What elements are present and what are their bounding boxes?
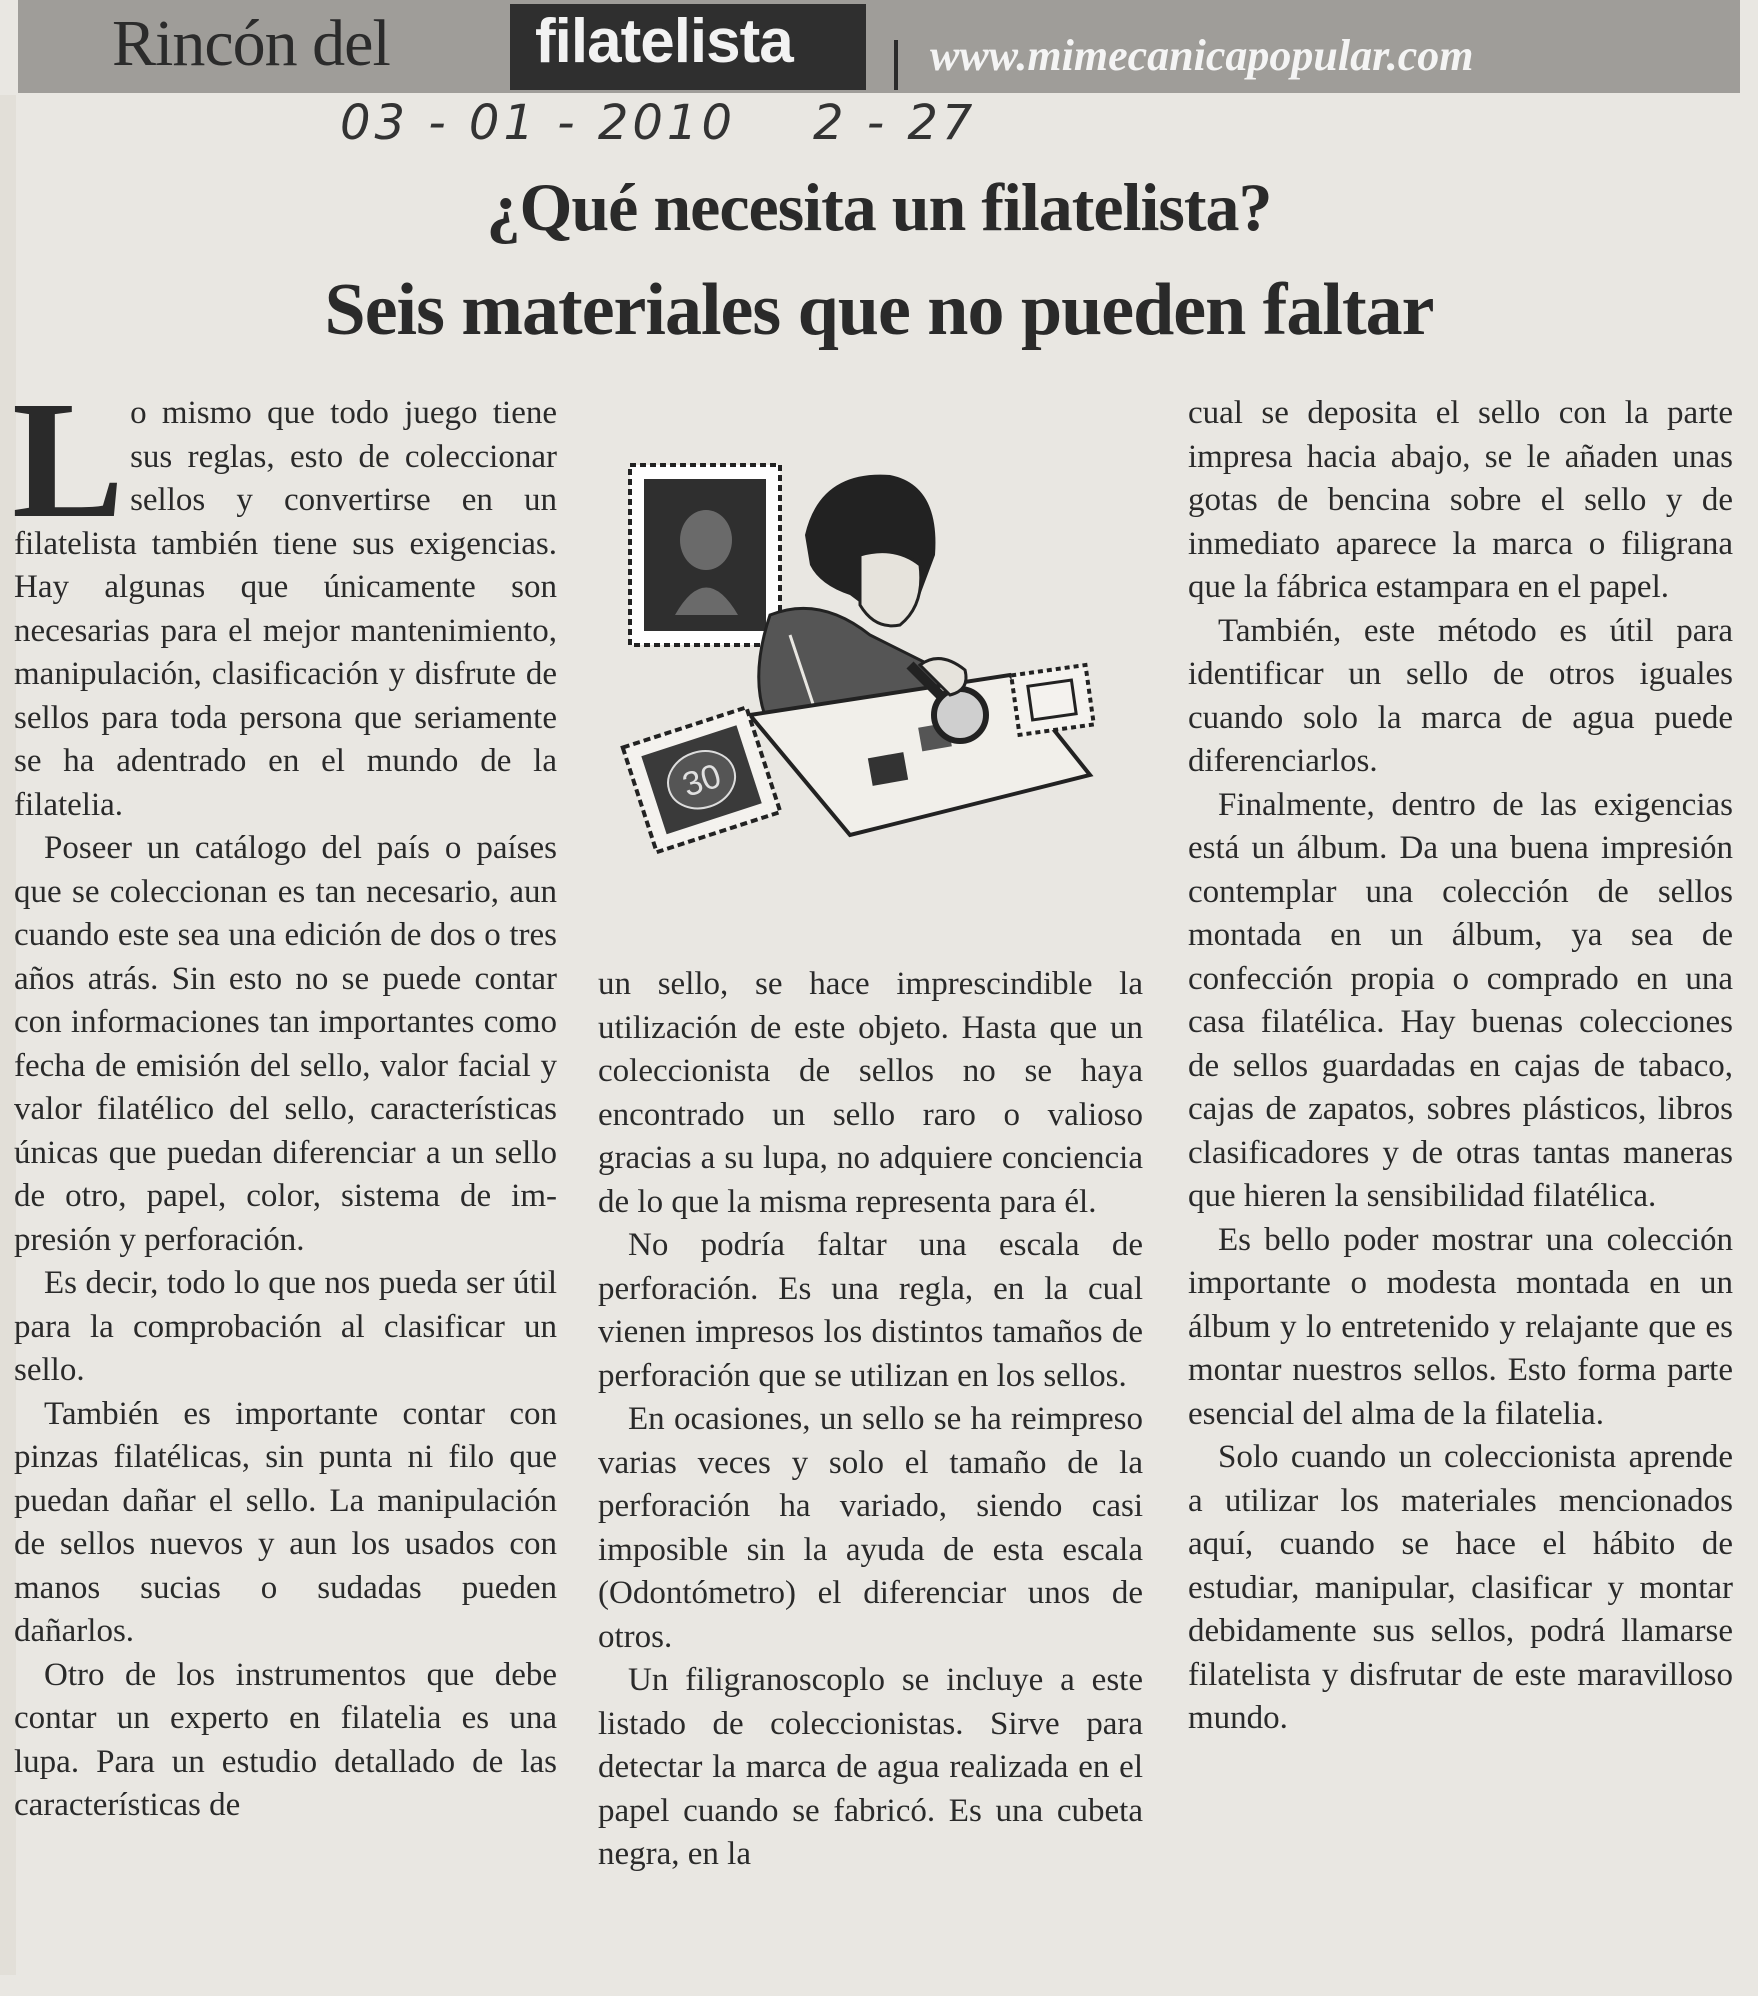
stamp-value: 30 [677, 756, 726, 805]
article-paragraph: Es decir, todo lo que nos pueda ser útil para la comprobación al clasificar un sello. [14, 1265, 557, 1388]
drop-cap: L [12, 367, 125, 553]
portrait-head [680, 510, 732, 570]
article-paragraph: También es importante contar con pinzas filatélicas, sin punta ni filo que puedan dañar el sello. La manipulación de sellos nuevos y aun los usados con manos sucias o sudadas pueden dañarlos. [14, 1395, 557, 1649]
article-paragraph: Otro de los instrumentos que debe contar un experto en filatelia es una lupa. Para un estudio detallado de las características de [14, 1656, 557, 1823]
article-paragraph: Es bello poder mostrar una colección importante o modesta montada en un álbum y lo entretenido y relajante que es montar nuestros sellos. Esto forma parte esencial del alma de la filatelia. [1188, 1221, 1733, 1432]
magnifying-glass-lens [934, 689, 986, 741]
headline: ¿Qué necesita un filatelista? [486, 169, 1272, 245]
article-paragraph: cual se deposita el sello con la parte impresa hacia abajo, se le añaden unas gotas de bencina sobre el sello y de inmediato aparece la marca o filigrana que la fábrica estampara en el papel. [1188, 395, 1733, 605]
article-column-3 [1188, 392, 1733, 1992]
article-column-1 [12, 367, 557, 1992]
handwritten-date-note: 03 - 01 - 2010 2 - 27 [340, 95, 977, 151]
article-paragraph: No podría faltar una escala de perforación. Es una regla, en la cual vienen impresos los distintos tamaños de perforación que se utilizan en los sellos. [598, 1227, 1143, 1394]
article-paragraph: Lo mismo que todo juego tiene sus reglas, esto de coleccionar sellos y convertirse en un filatelista también tiene sus exigencias. Hay algunas que únicamente son necesarias para el mejor mantenimiento, manipulación, clasificación y disfrute de sellos para toda persona que seriamente se ha adentrado en el mundo de la filatelia. [12, 367, 557, 823]
article-paragraph: Solo cuando un coleccionista aprende a utilizar los materiales mencionados aquí, cuando se hace el hábito de estudiar, manipular, clasificar y montar debidamente sus sellos, podrá llamarse filatelista y disfrutar de este maravilloso mundo. [1188, 1439, 1733, 1736]
article-paragraph: Un filigranoscoplo se incluye a este listado de coleccionistas. Sirve para detectar la marca de agua realizada en el papel cuando se fabricó. Es una cubeta negra, en la [598, 1662, 1143, 1872]
article-paragraph: un sello, se hace imprescindible la utilización de este objeto. Hasta que un coleccionista de sellos no se haya encontrado un sello raro o valioso gracias a su lupa, no adquiere conciencia de lo que la misma representa para él. [598, 966, 1143, 1220]
header-divider [894, 40, 898, 90]
article-paragraph: Finalmente, dentro de las exigencias está un álbum. Da una buena impresión contemplar una colección de sellos montada en un álbum, ya sea de confección propia o comprado en una casa filatélica. Hay buenas colecciones de sellos guardadas en cajas de tabaco, cajas de zapatos, sobres plásticos, libros clasificadores y de otras tantas maneras que hieren la sensibilidad filatélica. [1188, 786, 1733, 1214]
website-url: www.mimecanicapopular.com [930, 31, 1474, 80]
article-paragraph: Poseer un catálogo del país o países que se coleccionan es tan necesario, aun cuando este sea una edición de dos o tres años atrás. Sin esto no se puede contar con informaciones tan importantes como fecha de emisión del sello, valor facial y valor filatélico del sello, características únicas que puedan diferenciar a un sello de otro, papel, color, sistema de impresión y perforación. [14, 830, 557, 1258]
collector-face [860, 552, 921, 626]
article-paragraph: También, este método es útil para identificar un sello de otros iguales cuando solo la marca de agua puede diferenciarlos. [1188, 612, 1733, 779]
section-name: Rincón del [112, 7, 390, 80]
stamp-collector-with-magnifying-glass-icon [620, 445, 1140, 865]
subheadline: Seis materiales que no pueden faltar [324, 269, 1434, 351]
small-stamp [1011, 665, 1094, 735]
article-column-2 [598, 963, 1143, 1993]
section-highlight: filatelista [535, 7, 793, 76]
article-paragraph: En ocasiones, un sello se ha reimpreso varias veces y solo el tamaño de la perforación ha variado, siendo casi imposible sin la ayuda de esta escala (Odontómetro) el diferenciar unos de otros. [598, 1401, 1143, 1655]
